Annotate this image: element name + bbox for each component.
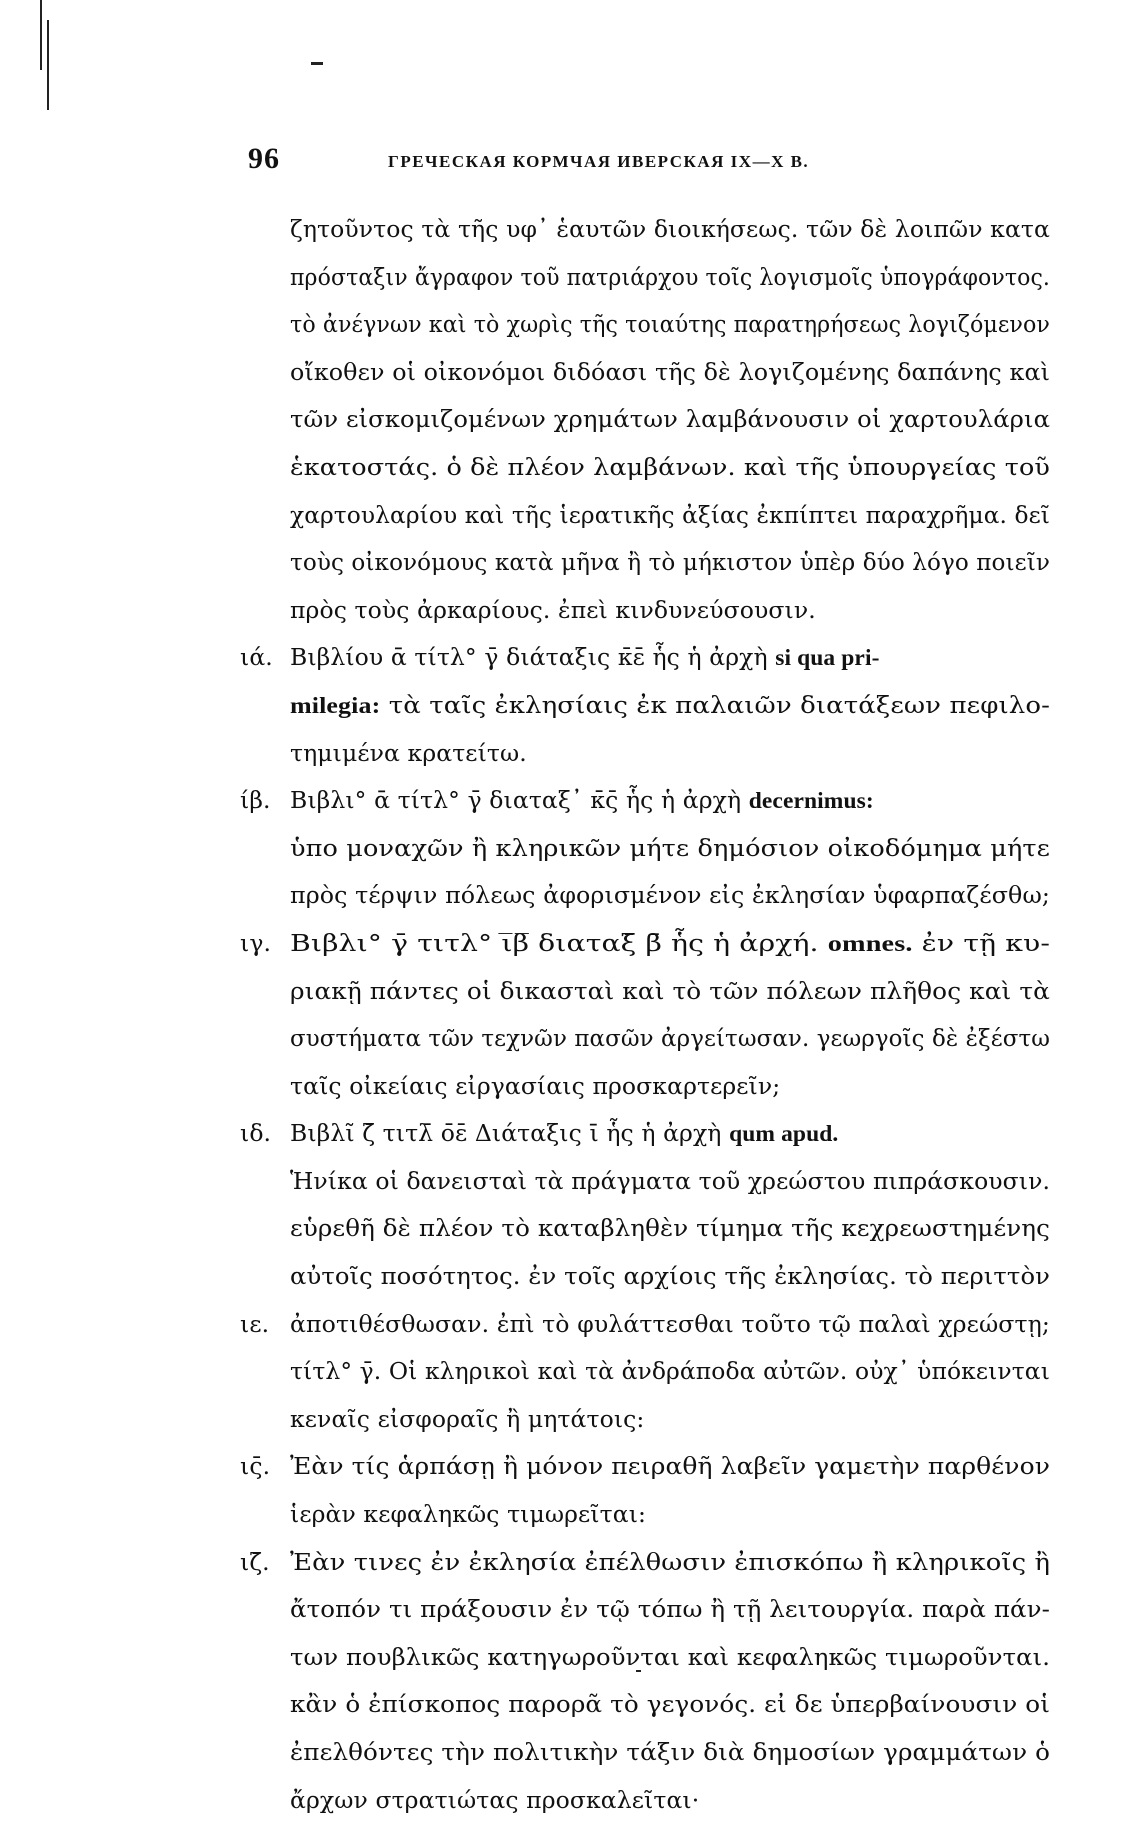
- text-line: [290, 730, 1060, 778]
- section-marker: ιδ.: [240, 1119, 272, 1148]
- line-content: [290, 301, 1050, 349]
- greek-text: Βιβλι° γ̄ τιτλ° ι̅β̅ διαταξ̄ β̄ ἧς ἡ ἀρχή.: [290, 928, 819, 957]
- latin-incipit: decernimus:: [748, 788, 874, 815]
- line-content: [290, 1158, 1050, 1206]
- greek-text: πρὸς τοὺς ἀρκαρίους. ἐπεὶ κινδυνεύσουσιν.: [290, 595, 816, 624]
- line-content: [290, 634, 880, 683]
- greek-text: πρόσταξιν ἄγραφον τοῦ πατριάρχου τοῖς λογισμοῖς ὑπογράφοντος.: [290, 262, 1050, 291]
- greek-text: ριακῇ πάντες οἱ δικασταὶ καὶ τὸ τῶν πόλεων πλῆθος καὶ τὰ: [290, 976, 1050, 1005]
- section-marker: ις̄.: [240, 1452, 271, 1481]
- line-content: [290, 872, 1050, 920]
- text-line: [290, 1015, 1060, 1063]
- line-content: [290, 539, 1050, 587]
- greek-text: Ἐὰν τινες ἐν ἐκλησία ἐπέλθωσιν ἐπισκόπω ἢ κληρικοῖς ἢ: [290, 1547, 1051, 1576]
- text-line: [290, 492, 1060, 540]
- greek-text: ὑπο μοναχῶν ἢ κληρικῶν μήτε δημόσιον οἰκοδόμημα μήτε: [290, 833, 1051, 862]
- greek-text: ζητοῦντος τὰ τῆς υφ᾽ ἑαυτῶν διοικήσεως. τῶν δὲ λοιπῶν κατα: [290, 215, 1050, 243]
- line-content: [290, 587, 816, 635]
- running-title: ГРЕЧЕСКАЯ КОРМЧАЯ ИВЕРСКАЯ IX—X B.: [388, 152, 810, 171]
- section-marker: ιγ.: [240, 928, 272, 957]
- greek-text: ἀποτιθέσθωσαν. ἐπὶ τὸ φυλάττεσθαι τοῦτο τῷ παλαὶ χρεώστῃ;: [290, 1309, 1050, 1338]
- text-line: [290, 1777, 1060, 1824]
- line-content: [290, 396, 1050, 444]
- latin-incipit: omnes.: [827, 930, 913, 957]
- text-line: [240, 1443, 1060, 1491]
- body-text: [240, 206, 1060, 1824]
- line-content: [290, 492, 1050, 540]
- line-content: [290, 968, 1050, 1016]
- text-line: [290, 1634, 1060, 1682]
- text-line: [240, 920, 1060, 968]
- text-line: [290, 206, 1060, 254]
- greek-text: εὑρεθῆ δὲ πλέον τὸ καταβληθὲν τίμημα τῆς κεχρεωστημένης: [290, 1214, 1050, 1243]
- text-line: [290, 1253, 1060, 1301]
- text-line: [290, 1348, 1060, 1396]
- line-content: [290, 1777, 699, 1824]
- line-content: [290, 1301, 1050, 1349]
- line-content: [290, 1348, 1050, 1396]
- line-content: [290, 1253, 1050, 1301]
- line-content: [290, 920, 1050, 969]
- greek-text: ἄτοπόν τι πράξουσιν ἐν τῷ τόπω ἢ τῇ λειτουργία. παρὰ πάν-: [290, 1595, 1051, 1624]
- greek-text: τίτλ° γ̄. Οἱ κληρικοὶ καὶ τὰ ἀνδράποδα αὐτῶν. οὐχ᾽ ὑπόκεινται: [290, 1357, 1050, 1386]
- text-line: [290, 444, 1060, 492]
- greek-text: συστήματα τῶν τεχνῶν πασῶν ἀργείτωσαν. γεωργοῖς δὲ ἐξέστω: [290, 1024, 1051, 1053]
- text-line: [290, 1158, 1060, 1206]
- line-content: [290, 1539, 1050, 1587]
- line-content: [290, 1110, 838, 1159]
- greek-text: τὰ ταῖς ἐκλησίαις ἐκ παλαιῶν διατάξεων πεφιλο-: [388, 690, 1051, 719]
- greek-text: τημιμένα κρατείτω.: [290, 738, 527, 767]
- text-line: [290, 1063, 1060, 1111]
- line-content: [290, 254, 1050, 302]
- page-number: 96: [248, 142, 280, 175]
- text-line: [290, 301, 1060, 349]
- section-marker: ιε.: [240, 1309, 270, 1338]
- line-content: [290, 444, 1050, 492]
- text-line: [290, 872, 1060, 920]
- greek-text: κεναῖς εἰσφοραῖς ἢ μητάτοις:: [290, 1404, 645, 1433]
- text-line: [240, 1301, 1060, 1349]
- text-line: [290, 968, 1060, 1016]
- greek-text: Βιβλῖ ζ̄ τιτλ̄ ο̄ε̄ Διάταξις ῑ ἧς ἡ ἀρχὴ: [290, 1119, 722, 1148]
- greek-text: τῶν εἰσκομιζομένων χρημάτων λαμβάνουσιν οἱ χαρτουλάρια: [290, 405, 1051, 434]
- line-content: [290, 1586, 1050, 1634]
- greek-text: χαρτουλαρίου καὶ τῆς ἱερατικῆς ἀξίας ἐκπίπτει παραχρῆμα. δεῖ: [290, 500, 1051, 529]
- line-content: [290, 1681, 1050, 1729]
- text-line: [290, 825, 1060, 873]
- greek-text: τὸ ἀνέγνων καὶ τὸ χωρὶς τῆς τοιαύτης παρατηρήσεως λογιζόμενον: [290, 310, 1050, 339]
- line-content: [290, 1396, 644, 1444]
- text-line: [290, 1205, 1060, 1253]
- line-content: [290, 1443, 1050, 1491]
- text-line: [290, 349, 1060, 397]
- line-content: [290, 1491, 646, 1539]
- line-content: [290, 825, 1050, 873]
- section-marker: ιά.: [240, 643, 273, 672]
- text-line: [240, 777, 1060, 825]
- text-line: [290, 396, 1060, 444]
- line-content: [290, 206, 1050, 254]
- text-line: [290, 254, 1060, 302]
- line-content: [290, 349, 1050, 397]
- latin-incipit: qum apud.: [729, 1121, 839, 1148]
- greek-text: Ἐὰν τίς ἁρπάσῃ ἢ μόνον πειραθῆ λαβεῖν γαμετὴν παρθένον: [290, 1452, 1050, 1481]
- page-header: [248, 142, 1048, 182]
- line-content: [290, 1205, 1050, 1253]
- scan-dash: [311, 62, 323, 65]
- line-content: [290, 730, 527, 778]
- greek-text: των πουβλικῶς κατηγωροῦνται καὶ κεφαληκῶς τιμωροῦνται.: [290, 1642, 1051, 1671]
- text-line: [290, 1586, 1060, 1634]
- greek-text: Ἡνίκα οἱ δανεισταὶ τὰ πράγματα τοῦ χρεώστου πιπράσκουσιν.: [290, 1166, 1051, 1195]
- greek-text: οἴκοθεν οἱ οἰκονόμοι διδόασι τῆς δὲ λογιζομένης δαπάνης καὶ: [290, 357, 1051, 386]
- greek-text: ἑκατοστάς. ὁ δὲ πλέον λαμβάνων. καὶ τῆς ὑπουργείας τοῦ: [290, 452, 1050, 481]
- greek-text: ἐπελθόντες τὴν πολιτικὴν τάξιν διὰ δημοσίων γραμμάτων ὁ: [290, 1738, 1050, 1766]
- text-line: [290, 1491, 1060, 1539]
- line-content: [290, 1015, 1050, 1063]
- line-content: [290, 682, 1050, 731]
- section-marker: ίβ.: [240, 786, 271, 815]
- greek-text: Βιβλι° ᾱ τίτλ° γ̄ διαταξ᾽ κ̄ς̄ ἧς ἡ ἀρχὴ: [290, 786, 742, 815]
- scan-edge-line: [40, 0, 42, 70]
- line-content: [290, 1729, 1050, 1777]
- text-line: [240, 1110, 1060, 1158]
- greek-text: τοὺς οἰκονόμους κατὰ μῆνα ἢ τὸ μήκιστον ὑπὲρ δύο λόγο ποιεῖν: [290, 548, 1050, 577]
- greek-text: ἄρχων στρατιώτας προσκαλεῖται·: [290, 1785, 700, 1814]
- section-marker: ιζ̄.: [240, 1547, 270, 1576]
- text-line: [290, 1729, 1060, 1777]
- text-line: [290, 539, 1060, 587]
- scan-edge-line: [47, 20, 49, 110]
- line-content: [290, 1634, 1050, 1682]
- latin-incipit: si qua pri-: [775, 645, 880, 672]
- text-line: [290, 682, 1060, 730]
- text-line: [240, 1539, 1060, 1587]
- text-line: [290, 1396, 1060, 1444]
- text-line: [290, 1681, 1060, 1729]
- greek-text: ἱερὰν κεφαληκῶς τιμωρεῖται:: [290, 1500, 647, 1529]
- text-line: [240, 634, 1060, 682]
- greek-text: αὐτοῖς ποσότητος. ἐν τοῖς αρχίοις τῆς ἐκλησίας. τὸ περιττὸν: [290, 1262, 1051, 1291]
- latin-incipit: milegia:: [290, 692, 381, 719]
- greek-text: ἐν τῇ κυ-: [921, 928, 1051, 957]
- greek-text: Βιβλίου ᾱ τίτλ° γ̄ διάταξις κ̄ε̄ ἧς ἡ ἀρχὴ: [290, 643, 768, 672]
- greek-text: πρὸς τέρψιν πόλεως ἀφορισμένον εἰς ἐκλησίαν ὑφαρπαζέσθω;: [290, 881, 1050, 910]
- text-line: [290, 587, 1060, 635]
- greek-text: ταῖς οἰκείαις εἰργασίαις προσκαρτερεῖν;: [290, 1071, 781, 1100]
- line-content: [290, 1063, 780, 1111]
- line-content: [290, 777, 874, 826]
- greek-text: κἂν ὁ ἐπίσκοπος παρορᾶ τὸ γεγονός. εἰ δε ὑπερβαίνουσιν οἱ: [290, 1690, 1050, 1719]
